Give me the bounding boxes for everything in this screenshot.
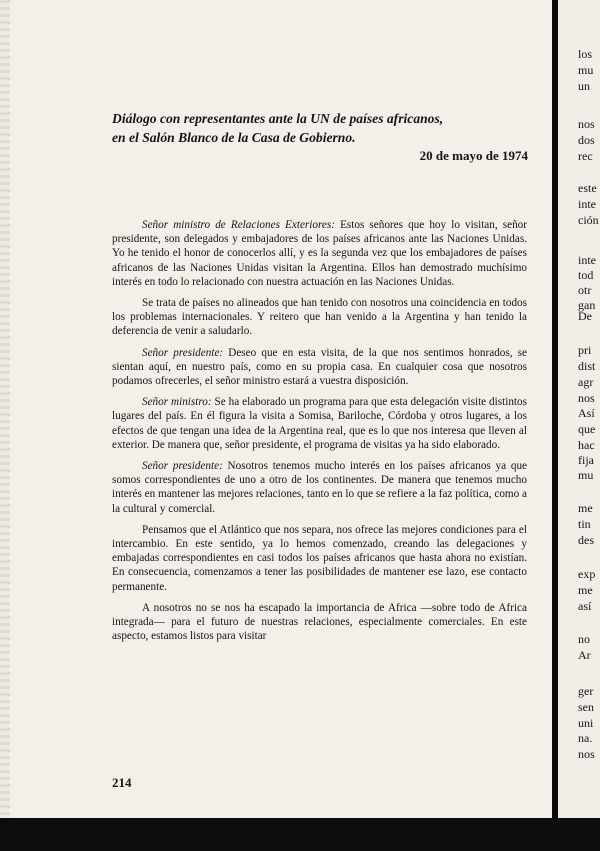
adjacent-fragment: dos bbox=[578, 133, 595, 147]
paragraph-text: Deseo que en esta visita, de la que nos sentimos honrados, se sientan aquí, en nuestro país, como en su propia casa. En cualquier cosa que nosotros podamos ofrecerles, el señor ministro estará a vuestra disposición. bbox=[112, 346, 527, 388]
adjacent-fragment: mu bbox=[578, 468, 594, 482]
adjacent-fragment: rec bbox=[578, 149, 593, 163]
adjacent-fragment: un bbox=[578, 79, 590, 93]
adjacent-fragment: hac bbox=[578, 438, 595, 452]
adjacent-fragment: fija bbox=[578, 453, 594, 467]
adjacent-fragment: pri bbox=[578, 343, 592, 357]
adjacent-fragment: los bbox=[578, 47, 593, 61]
adjacent-fragment: exp bbox=[578, 567, 596, 581]
paragraph bbox=[112, 296, 527, 339]
adjacent-fragment: nos bbox=[578, 747, 595, 761]
adjacent-fragment: nos bbox=[578, 117, 595, 131]
document-heading bbox=[112, 109, 532, 147]
adjacent-fragment: agr bbox=[578, 375, 594, 389]
speaker-label: Señor ministro de Relaciones Exteriores: bbox=[142, 219, 335, 231]
adjacent-fragment: otr bbox=[578, 283, 592, 297]
adjacent-fragment: dist bbox=[578, 359, 596, 373]
paragraph-text: Nosotros tenemos mucho interés en los países africanos ya que somos correspondientes de uno a otro de los continentes. De manera que tenemos mucho interés en mantener las mejores relaciones, tanto en lo que se refiere a la faz política, como a la cultural y comercial. bbox=[112, 460, 527, 515]
page-number: 214 bbox=[112, 775, 132, 790]
paragraph-text: Pensamos que el Atlántico que nos separa, nos ofrece las mejores condiciones para el intercambio. En este sentido, ya lo hemos comenzado, creando las delegaciones y embajadas correspondientes en casi todos los países africanos que hasta ahora no existían. En consecuencia, comenzamos a tener las posibilidades de mantener ese lazo, ese contacto permanente. bbox=[112, 523, 527, 593]
adjacent-fragment: nos bbox=[578, 391, 595, 405]
adjacent-fragment: des bbox=[578, 533, 594, 547]
adjacent-fragment: De bbox=[578, 309, 592, 323]
adjacent-fragment: que bbox=[578, 422, 596, 436]
adjacent-fragment: no bbox=[578, 632, 590, 646]
paragraph bbox=[112, 601, 527, 644]
paragraph-text: Se ha elaborado un programa para que esta delegación visite distintos lugares del país. En él figura la visita a Somisa, Bariloche, Córdoba y otros lugares, a los efectos de que tengan una idea de la Argentina real, que es lo que nos interesa que lleven al exterior. De manera que, señor presidente, el programa de visitas ya ha sido elaborado. bbox=[112, 396, 527, 451]
paragraph-text: A nosotros no se nos ha escapado la importancia de Africa —sobre todo de Africa integrada— para el futuro de nuestras relaciones, especialmente comerciales. En este aspecto, estamos listos para visitar bbox=[112, 601, 527, 643]
paragraph-text: Estos señores que hoy lo visitan, señor presidente, son delegados y embajadores de los países africanos ante las Naciones Unidas. Yo he tenido el honor de conocerlos allí, y es la segunda vez que los embajadores de países africanos de las Naciones Unidas visitan la Argentina. Ellos han demostrado muchísimo interés en todo lo relacionado con nuestra actuación en las Naciones Unidas. bbox=[112, 219, 527, 288]
paragraph bbox=[112, 523, 527, 594]
heading-line-2: en el Salón Blanco de la Casa de Gobierno. bbox=[112, 130, 356, 145]
adjacent-page-edge bbox=[558, 0, 600, 818]
paragraph bbox=[112, 218, 527, 289]
adjacent-fragment: tod bbox=[578, 268, 594, 282]
adjacent-fragment: me bbox=[578, 583, 593, 597]
adjacent-fragment: ción bbox=[578, 213, 599, 227]
paragraph-text: Se trata de países no alineados que han tenido con nosotros una coincidencia en todos los problemas internacionales. Y reitero que han venido a la Argentina y han tenido la deferencia de venir a saludarlo. bbox=[112, 297, 527, 338]
paragraph bbox=[112, 346, 527, 389]
speaker-label: Señor presidente: bbox=[142, 346, 224, 359]
adjacent-fragment: na. bbox=[578, 731, 593, 745]
adjacent-fragment: así bbox=[578, 599, 592, 613]
adjacent-fragment: Así bbox=[578, 406, 595, 420]
speaker-label: Señor presidente: bbox=[142, 460, 223, 473]
speaker-label: Señor ministro: bbox=[142, 396, 212, 409]
adjacent-fragment: este bbox=[578, 181, 597, 195]
adjacent-fragment: uni bbox=[578, 716, 594, 730]
adjacent-fragment: me bbox=[578, 501, 593, 515]
adjacent-fragment: Ar bbox=[578, 648, 591, 662]
document-body bbox=[112, 218, 527, 650]
adjacent-fragment: ger bbox=[578, 684, 594, 698]
adjacent-fragment: inte bbox=[578, 197, 596, 211]
dateline: 20 de mayo de 1974 bbox=[419, 148, 528, 163]
adjacent-fragment: mu bbox=[578, 63, 594, 77]
adjacent-fragment: gan bbox=[578, 298, 596, 312]
paragraph bbox=[112, 395, 527, 452]
page-edge-shadow bbox=[0, 0, 10, 818]
paragraph bbox=[112, 459, 527, 516]
scan-bottom-edge bbox=[0, 818, 600, 851]
adjacent-fragment: inte bbox=[578, 253, 596, 267]
heading-line-1: Diálogo con representantes ante la UN de países africanos, bbox=[112, 111, 444, 126]
adjacent-fragment: tin bbox=[578, 517, 591, 531]
adjacent-fragment: sen bbox=[578, 700, 594, 714]
